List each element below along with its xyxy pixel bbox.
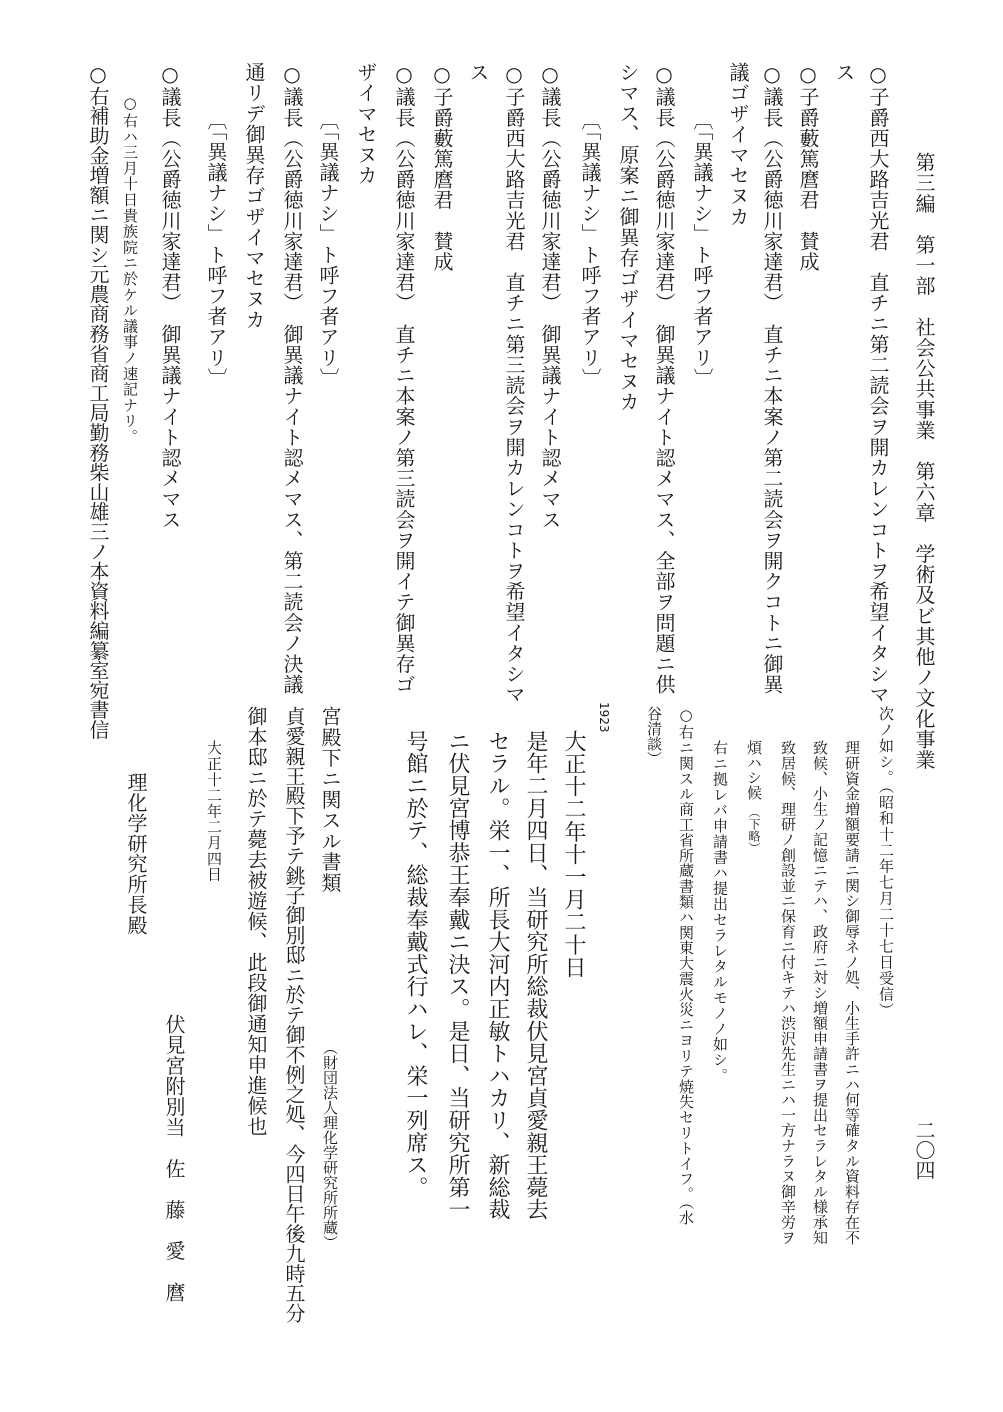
text-column: 議ゴザイマセヌカ bbox=[726, 62, 750, 227]
text-column: 〔「異議ナシ」ト呼フ者アリ〕 bbox=[690, 110, 714, 389]
page-number: 二〇四 bbox=[912, 1120, 936, 1180]
text-column: 〔「異議ナシ」ト呼フ者アリ〕 bbox=[204, 110, 228, 389]
text-column: ス bbox=[466, 62, 490, 82]
document-recipient: 理化学研究所長殿 bbox=[124, 772, 148, 936]
text-column: ○議長（公爵徳川家達君） 御異議ナイト認メマス bbox=[538, 62, 562, 530]
letter-text: 煩ハシ候 bbox=[745, 740, 763, 800]
letter-line-last bbox=[746, 740, 761, 854]
text-column: ○子爵西大路吉光君 直チニ第二読会ヲ開カレンコトヲ希望イタシマ bbox=[866, 62, 890, 705]
text-column: ○議長（公爵徳川家達君） 御異議ナイト認メマス bbox=[158, 62, 182, 530]
document-title: 宮殿下ニ関スル書類 bbox=[318, 706, 342, 894]
entry-date: 大正十二年十一月二十日 bbox=[561, 730, 586, 979]
text-column: ○議長（公爵徳川家達君） 直チニ本案ノ第二読会ヲ開クコトニ御異 bbox=[760, 62, 784, 695]
document-date: 大正十二年二月四日 bbox=[205, 740, 223, 883]
letter-line: 理研資金増額要請ニ関シ御辱ネノ処、小生手許ニハ何等確タル資料存在不 bbox=[843, 740, 861, 1245]
letter-line: 致居候、理研ノ創設並ニ保育ニ付キテハ渋沢先生ニハ一方ナラヌ御辛労ヲ bbox=[779, 740, 797, 1245]
text-column: 〔「異議ナシ」ト呼フ者アリ〕 bbox=[316, 110, 340, 389]
text-column: ○子爵藪篤麿君 賛成 bbox=[430, 62, 454, 272]
entry-line: 号館ニ於テ、総裁奉戴式行ハレ、栄一列席ス。 bbox=[403, 730, 428, 1199]
entry-line: ニ伏見宮博恭王奉戴ニ決ス。是日、当研究所第一 bbox=[445, 730, 470, 1221]
text-column: ○議長（公爵徳川家達君） 御異議ナイト認メマス、第二読会ノ決議 bbox=[280, 62, 304, 695]
text-column: ○議長（公爵徳川家達君） 直チニ本案ノ第三読会ヲ開イテ御異存ゴ bbox=[392, 62, 416, 695]
text-column: ザイマセヌカ bbox=[354, 62, 378, 186]
entry-line: セラル。栄一、所長大河内正敏トハカリ、新総裁 bbox=[485, 730, 510, 1221]
note-line: ○右ニ関スル商工省所蔵書類ハ関東大震火災ニヨリテ焼失セリトイフ。（水 bbox=[677, 706, 695, 1226]
entry-line: 是年二月四日、当研究所総裁伏見宮貞愛親王薨去 bbox=[523, 730, 548, 1221]
document-source: （財団法人理化学研究所所蔵） bbox=[321, 1040, 339, 1250]
text-column: シマス、原案ニ御異存ゴザイマセヌカ bbox=[616, 62, 640, 413]
letter-suffix: （下略） bbox=[747, 806, 761, 854]
text-column: ○子爵藪篤麿君 賛成 bbox=[796, 62, 820, 272]
running-header: 第三編 第一部 社会公共事業 第六章 学術及ビ其他ノ文化事業 bbox=[912, 152, 936, 770]
text-column: ○議長（公爵徳川家達君） 御異議ナイト認メマス、全部ヲ問題ニ供 bbox=[652, 62, 676, 695]
intro-line: 次ノ如シ。（昭和十二年七月二十七日受信） bbox=[877, 706, 895, 1019]
text-column: ス bbox=[832, 62, 856, 82]
letter-line: 致候、小生ノ記憶ニテハ、政府ニ対シ増額申請書ヲ提出セラレタル様承知 bbox=[811, 740, 829, 1245]
text-column: 〔「異議ナシ」ト呼フ者アリ〕 bbox=[578, 110, 602, 389]
summary-line: 右ニ拠レバ申請書ハ提出セラレタルモノノ如シ。 bbox=[711, 740, 729, 1084]
document-body-line: 貞愛親王殿下予テ銚子御別邸ニ於テ御不例之処、今四日午後九時五分 bbox=[282, 706, 306, 1323]
text-column: ○右補助金増額ニ関シ元農商務省商工局勤務柴山雄三ノ本資料編纂室宛書信 bbox=[86, 62, 110, 740]
text-column: 通リデ御異存ゴザイマセヌカ bbox=[242, 62, 266, 330]
western-year: 1923 bbox=[597, 702, 611, 733]
document-body-line: 御本邸ニ於テ薨去被遊候、此段御通知申進候也 bbox=[244, 706, 268, 1137]
text-column: ○右ハ三月十日貴族院ニ於ケル議事ノ速記ナリ。 bbox=[121, 94, 139, 445]
note-line: 谷清談） bbox=[645, 706, 663, 766]
text-column: ○子爵西大路吉光君 直チニ第三読会ヲ開カレンコトヲ希望イタシマ bbox=[502, 62, 526, 705]
document-sender: 伏見宮附別当 佐 藤 愛 麿 bbox=[162, 1014, 186, 1303]
